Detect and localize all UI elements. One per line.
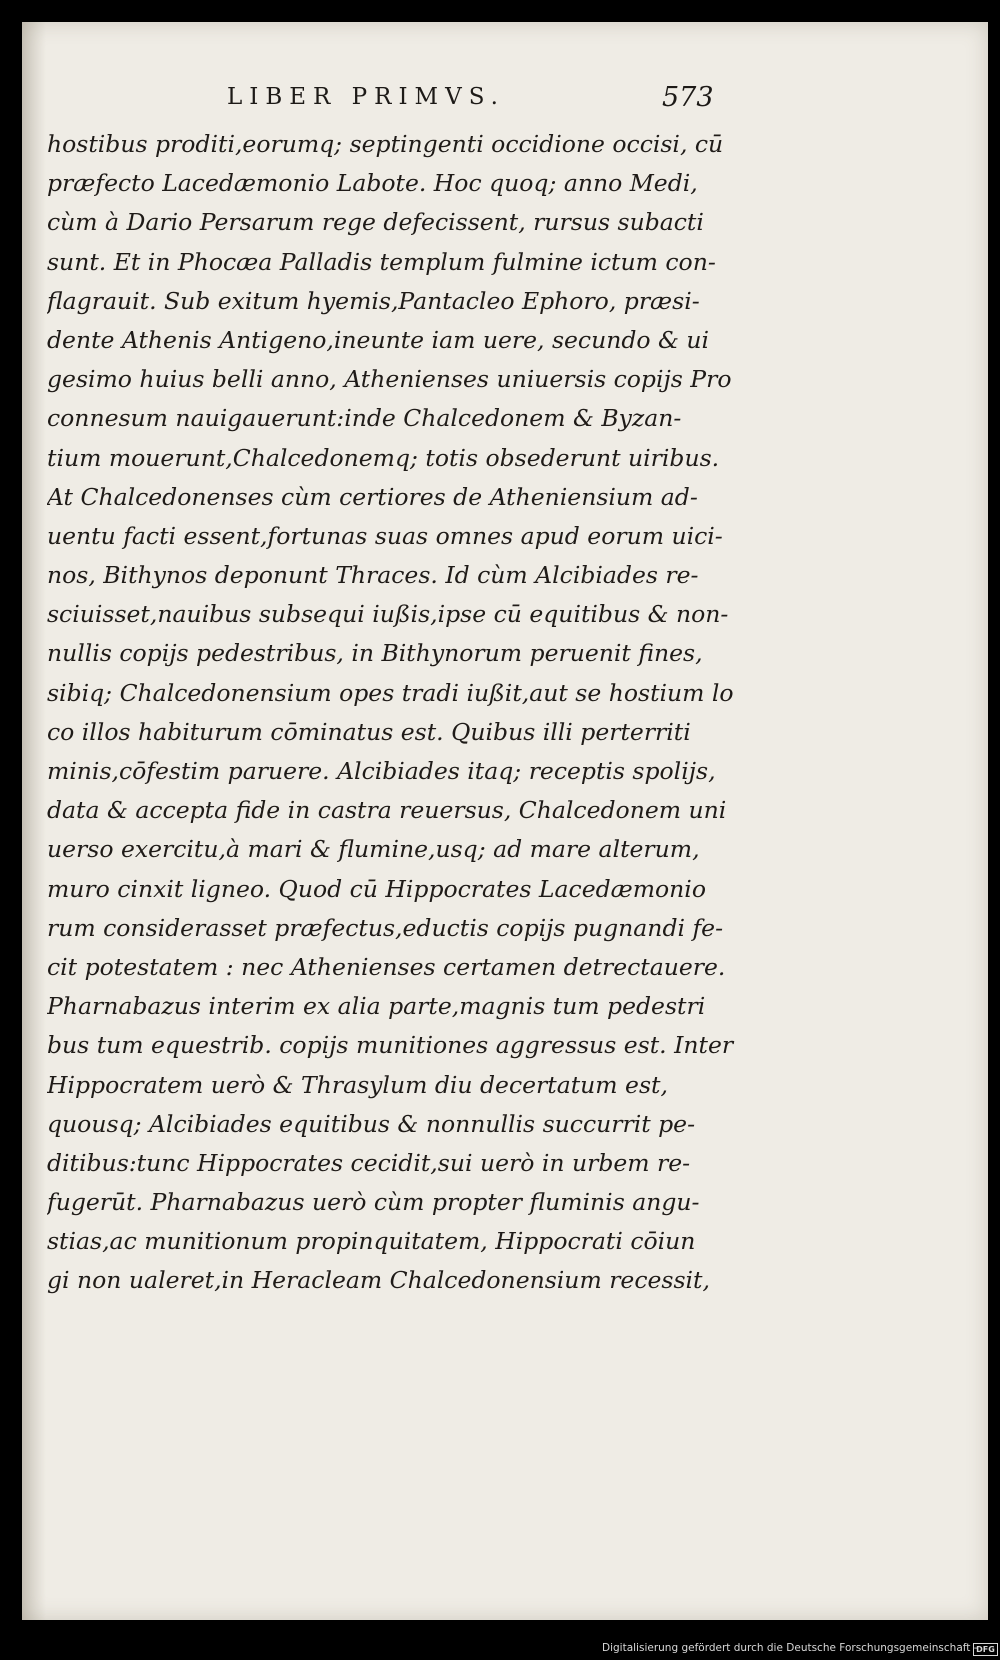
text-line: At Chalcedonenses cùm certiores de Atheniensium ad- xyxy=(47,482,698,511)
text-line: Pharnabazus interim ex alia parte,magnis tum pedestri xyxy=(47,992,706,1021)
text-line: sunt. Et in Phocæa Palladis templum fulmine ictum con- xyxy=(47,247,716,276)
text-line: bus tum equestrib. copijs munitiones aggressus est. Inter xyxy=(47,1031,734,1060)
text-line: flagrauit. Sub exitum hyemis,Pantacleo Ephoro, præsi- xyxy=(47,286,700,315)
running-head xyxy=(22,84,988,120)
text-line: nos, Bithynos deponunt Thraces. Id cùm Alcibiades re- xyxy=(47,561,699,590)
text-line: præfecto Lacedæmonio Labote. Hoc quoq; anno Medi, xyxy=(47,169,698,198)
text-line: Hippocratem uerò & Thrasylum diu decertatum est, xyxy=(47,1070,668,1099)
text-line: ditibus:tunc Hippocrates cecidit,sui uerò in urbem re- xyxy=(47,1148,691,1177)
text-line: data & accepta fide in castra reuersus, Chalcedonem uni xyxy=(47,796,727,825)
page-number: 573 xyxy=(662,82,714,113)
text-line: co illos habiturum cōminatus est. Quibus illi perterriti xyxy=(47,717,691,746)
text-line: sibiq; Chalcedonensium opes tradi iußit,aut se hostium lo xyxy=(47,678,734,707)
text-line: tium mouerunt,Chalcedonemq; totis obsederunt uiribus. xyxy=(47,443,720,472)
text-line: cùm à Dario Persarum rege defecissent, rursus subacti xyxy=(47,208,704,237)
text-line: gesimo huius belli anno, Athenienses uniuersis copijs Pro xyxy=(47,365,732,394)
gutter-shadow xyxy=(22,22,46,1620)
text-line: gi non ualeret,in Heracleam Chalcedonensium recessit, xyxy=(47,1266,710,1295)
text-line: uentu facti essent,fortunas suas omnes apud eorum uici- xyxy=(47,521,723,550)
text-line: muro cinxit ligneo. Quod cū Hippocrates Lacedæmonio xyxy=(47,874,706,903)
text-line: stias,ac munitionum propinquitatem, Hippocrati cōiun xyxy=(47,1227,696,1256)
running-title: LIBER PRIMVS. xyxy=(227,84,505,110)
text-line: rum considerasset præfectus,eductis copijs pugnandi fe- xyxy=(47,913,724,942)
text-line: quousq; Alcibiades equitibus & nonnullis succurrit pe- xyxy=(47,1109,696,1138)
text-line: cit potestatem : nec Athenienses certamen detrectauere. xyxy=(47,952,726,981)
text-line: minis,cōfestim paruere. Alcibiades itaq; receptis spolijs, xyxy=(47,757,716,785)
funding-credit: Digitalisierung gefördert durch die Deutsche Forschungsgemeinschaft - xyxy=(602,1642,978,1654)
text-line: connesum nauigauerunt:inde Chalcedonem & Byzan- xyxy=(47,404,682,433)
text-line: uerso exercitu,à mari & flumine,usq; ad mare alterum, xyxy=(47,835,700,864)
text-line: hostibus proditi,eorumq; septingenti occidione occisi, cū xyxy=(47,130,724,158)
body-text xyxy=(47,125,737,1301)
text-line: sciuisset,nauibus subsequi iußis,ipse cū equitibus & non- xyxy=(47,600,729,629)
text-line: dente Athenis Antigeno,ineunte iam uere, secundo & ui xyxy=(47,325,710,354)
text-line: nullis copijs pedestribus, in Bithynorum peruenit fines, xyxy=(47,639,703,668)
text-line: fugerūt. Pharnabazus uerò cùm propter fluminis angu- xyxy=(47,1188,700,1217)
footer-bar xyxy=(0,1640,1000,1660)
dfg-logo: DFG xyxy=(973,1643,998,1656)
